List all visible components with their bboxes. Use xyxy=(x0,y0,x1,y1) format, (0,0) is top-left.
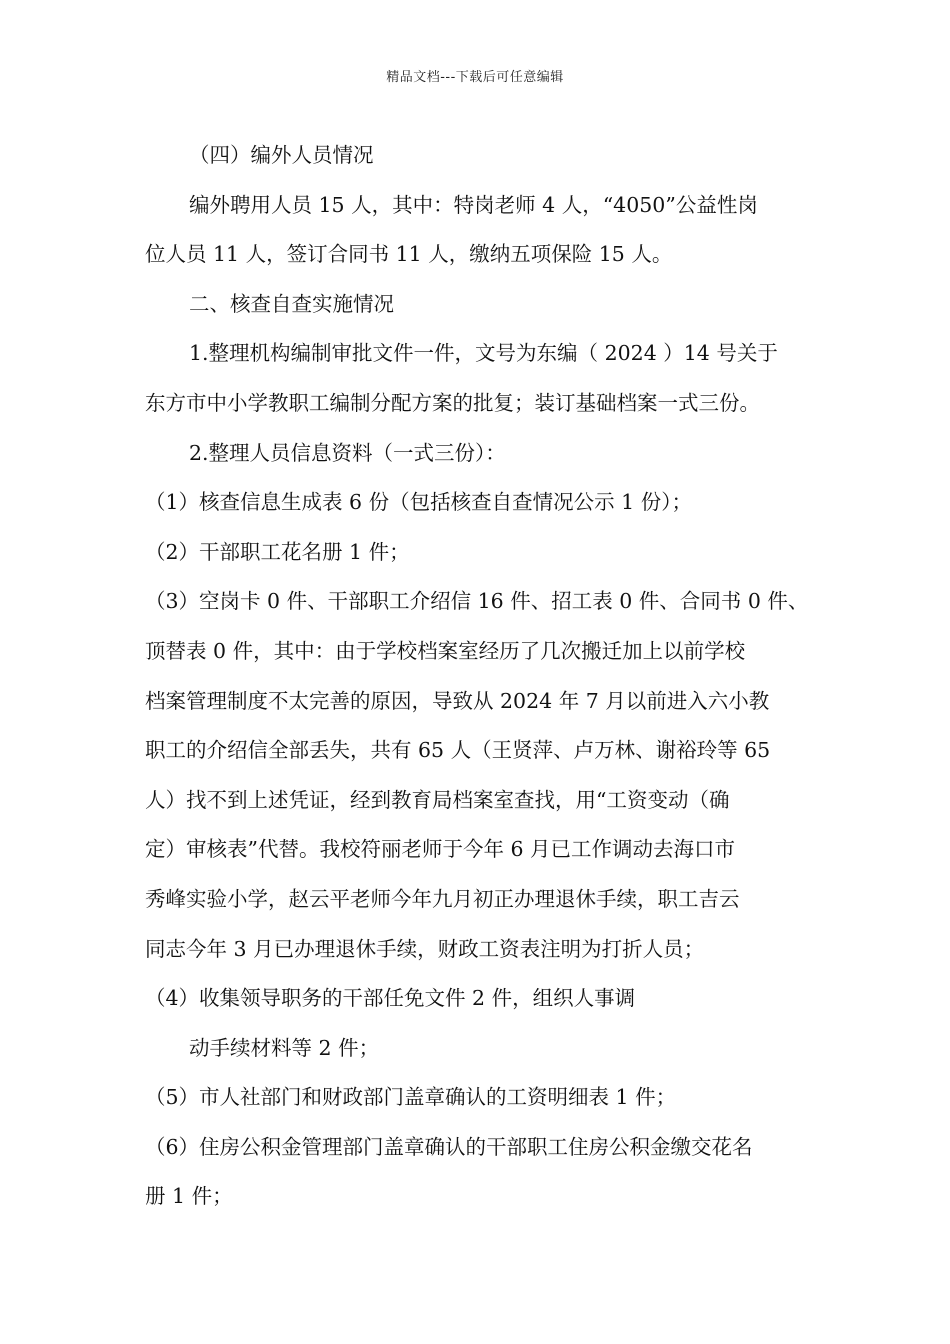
list-item: （5）市人社部门和财政部门盖章确认的工资明细表 1 件； xyxy=(145,1085,677,1110)
list-item: （1）核查信息生成表 6 份（包括核查自查情况公示 1 份）； xyxy=(145,490,692,515)
list-item: （6）住房公积金管理部门盖章确认的干部职工住房公积金缴交花名 xyxy=(145,1134,753,1159)
paragraph-line: 动手续材料等 2 件； xyxy=(189,1035,380,1060)
paragraph-line: 位人员 11 人，签订合同书 11 人，缴纳五项保险 15 人。 xyxy=(145,242,673,267)
page-header: 精品文档---下载后可任意编辑 xyxy=(386,70,564,85)
list-item: （2）干部职工花名册 1 件； xyxy=(145,539,410,564)
section-heading-self-check: 二、核查自查实施情况 xyxy=(189,291,394,316)
paragraph-line: 顶替表 0 件，其中：由于学校档案室经历了几次搬迁加上以前学校 xyxy=(145,638,746,663)
paragraph-line: 编外聘用人员 15 人，其中：特岗老师 4 人，“4050”公益性岗 xyxy=(189,192,758,217)
paragraph-line: 1.整理机构编制审批文件一件，文号为东编（ 2024 ）14 号关于 xyxy=(189,341,778,366)
paragraph-line: 秀峰实验小学，赵云平老师今年九月初正办理退休手续，职工吉云 xyxy=(145,886,740,911)
paragraph-line: 同志今年 3 月已办理退休手续，财政工资表注明为打折人员； xyxy=(145,936,705,961)
paragraph-line: 册 1 件； xyxy=(145,1184,233,1209)
list-item: （3）空岗卡 0 件、干部职工介绍信 16 件、招工表 0 件、合同书 0 件、 xyxy=(145,589,809,614)
document-body xyxy=(145,131,815,1222)
paragraph-line: 东方市中小学教职工编制分配方案的批复；装订基础档案一式三份。 xyxy=(145,390,760,415)
list-item: （4）收集领导职务的干部任免文件 2 件，组织人事调 xyxy=(145,986,636,1011)
section-heading-staff-outside: （四）编外人员情况 xyxy=(189,143,374,167)
paragraph-line: 职工的介绍信全部丢失，共有 65 人（王贤萍、卢万林、谢裕玲等 65 xyxy=(145,738,771,763)
paragraph-line: 2.整理人员信息资料（一式三份）： xyxy=(189,440,506,465)
paragraph-line: 档案管理制度不太完善的原因，导致从 2024 年 7 月以前进入六小教 xyxy=(145,688,770,713)
paragraph-line: 人）找不到上述凭证，经到教育局档案室查找，用“工资变动（确 xyxy=(145,787,730,812)
paragraph-line: 定）审核表”代替。我校符丽老师于今年 6 月已工作调动去海口市 xyxy=(145,837,736,862)
